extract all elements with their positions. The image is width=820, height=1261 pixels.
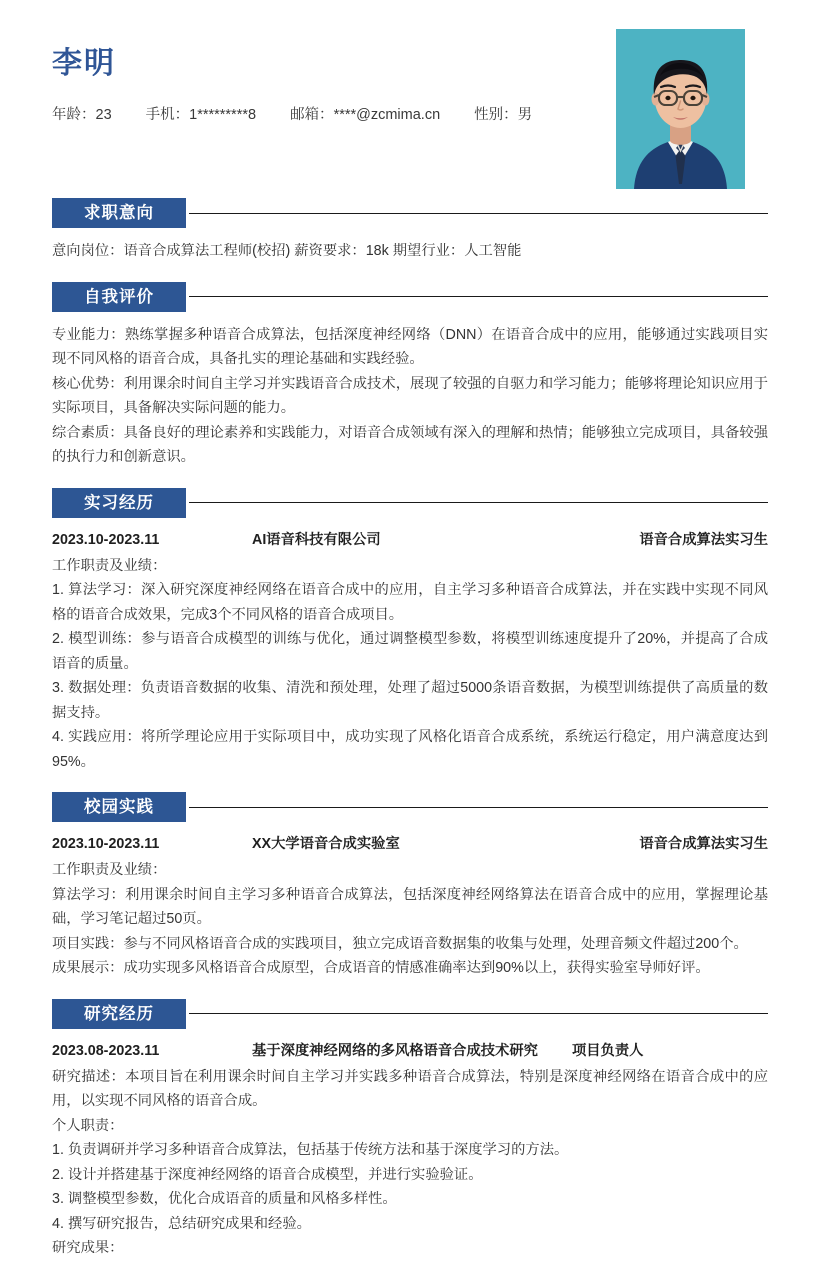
section-header-self-evaluation [52, 282, 768, 312]
internship-role: 语音合成算法实习生 [639, 531, 768, 548]
job-intent-line: 意向岗位：语音合成算法工程师(校招) 薪资要求：18k 期望行业：人工智能 [52, 243, 522, 259]
campus-practice-item: 项目实践：参与不同风格语音合成的实践项目，独立完成语音数据集的收集与处理，处理音频文件超过200个。 [52, 935, 748, 952]
section-header-internship [52, 488, 768, 518]
research-role: 项目负责人 [571, 1042, 644, 1059]
internship-item: 2. 模型训练：参与语音合成模型的训练与优化，通过调整模型参数，将模型训练速度提升了20%，并提高了合成语音的质量。 [52, 631, 768, 672]
section-campus-practice [0, 792, 820, 981]
research-date: 2023.08-2023.11 [52, 1042, 160, 1059]
section-title-self-evaluation: 自我评价 [52, 282, 186, 312]
research-project-title: 基于深度神经网络的多风格语音合成技术研究 [252, 1042, 538, 1059]
avatar [616, 29, 745, 189]
research-item: 2. 设计并搭建基于深度神经网络的语音合成模型，并进行实验验证。 [52, 1166, 483, 1183]
section-header-research [52, 999, 768, 1029]
contact-item-gender [474, 104, 532, 126]
contact-value-age: 23 [95, 107, 112, 123]
research-entry-header [52, 1040, 768, 1062]
research-duties-label: 个人职责： [52, 1117, 124, 1134]
contact-value-phone: 1*********8 [189, 107, 257, 123]
portrait-photo-icon [616, 29, 745, 189]
contact-label-email: 邮箱： [290, 107, 334, 123]
contact-value-gender: 男 [517, 107, 533, 123]
contact-item-phone [146, 104, 256, 126]
contact-item-email [290, 104, 440, 126]
campus-practice-item: 算法学习：利用课余时间自主学习多种语音合成算法，包括深度神经网络算法在语音合成中的应用，掌握理论基础，学习笔记超过50页。 [52, 886, 768, 927]
campus-practice-duties-label: 工作职责及业绩： [52, 862, 167, 878]
section-divider [189, 502, 768, 503]
research-item: 4. 撰写研究报告，总结研究成果和经验。 [52, 1215, 311, 1232]
campus-practice-date: 2023.10-2023.11 [52, 836, 160, 852]
self-evaluation-paragraph: 核心优势：利用课余时间自主学习并实践语音合成技术，展现了较强的自驱力和学习能力；能够将理论知识应用于实际项目，具备解决实际问题的能力。 [52, 375, 768, 416]
section-title-campus-practice: 校园实践 [52, 792, 186, 822]
section-divider [189, 807, 768, 808]
internship-date: 2023.10-2023.11 [52, 531, 160, 548]
section-header-job-intent [52, 198, 768, 228]
research-description: 研究描述：本项目旨在利用课余时间自主学习并实践多种语音合成算法，特别是深度神经网络在语音合成中的应用，以实现不同风格的语音合成。 [52, 1068, 768, 1109]
research-results-label: 研究成果： [52, 1240, 124, 1256]
section-title-research: 研究经历 [52, 999, 186, 1029]
section-title-internship: 实习经历 [52, 488, 186, 518]
contact-label-phone: 手机： [145, 107, 190, 123]
internship-entry-header [52, 529, 768, 551]
campus-practice-organization: XX大学语音合成实验室 [252, 836, 400, 852]
internship-item: 4. 实践应用：将所学理论应用于实际项目中，成功实现了风格化语音合成系统，系统运行稳定，用户满意度达到95%。 [52, 729, 768, 770]
section-internship [0, 488, 820, 775]
section-job-intent [0, 198, 820, 264]
contact-value-email: ****@zcmima.cn [333, 107, 441, 123]
internship-item: 1. 算法学习：深入研究深度神经网络在语音合成中的应用，自主学习多种语音合成算法，并在实践中实现不同风格的语音合成效果，完成3个不同风格的语音合成项目。 [52, 582, 768, 623]
section-divider [189, 1013, 768, 1014]
contact-item-age [52, 104, 112, 126]
campus-practice-item: 成果展示：成功实现多风格语音合成原型，合成语音的情感准确率达到90%以上，获得实验室导师好评。 [52, 960, 710, 976]
section-divider [189, 213, 768, 214]
contact-label-gender: 性别： [474, 107, 518, 123]
section-divider [189, 296, 768, 297]
campus-practice-role: 语音合成算法实习生 [639, 836, 768, 852]
self-evaluation-paragraph: 专业能力：熟练掌握多种语音合成算法，包括深度神经网络（DNN）在语音合成中的应用，能够通过实践项目实现不同风格的语音合成，具备扎实的理论基础和实践经验。 [52, 326, 768, 367]
page-title: 李明 [52, 47, 116, 80]
internship-item: 3. 数据处理：负责语音数据的收集、清洗和预处理，处理了超过5000条语音数据，为模型训练提供了高质量的数据支持。 [52, 680, 768, 721]
section-header-campus-practice [52, 792, 768, 822]
contact-label-age: 年龄： [52, 107, 96, 123]
campus-practice-entry-header [52, 833, 768, 855]
research-item: 1. 负责调研并学习多种语音合成算法，包括基于传统方法和基于深度学习的方法。 [52, 1142, 569, 1158]
section-research [0, 999, 820, 1261]
resume-header [0, 0, 820, 180]
internship-organization: AI语音科技有限公司 [252, 531, 381, 548]
research-item: 3. 调整模型参数，优化合成语音的质量和风格多样性。 [52, 1191, 397, 1207]
self-evaluation-paragraph: 综合素质：具备良好的理论素养和实践能力，对语音合成领域有深入的理解和热情；能够独立完成项目，具备较强的执行力和创新意识。 [52, 424, 768, 465]
internship-duties-label: 工作职责及业绩： [52, 557, 167, 574]
section-title-job-intent: 求职意向 [52, 198, 186, 228]
section-self-evaluation [0, 282, 820, 470]
